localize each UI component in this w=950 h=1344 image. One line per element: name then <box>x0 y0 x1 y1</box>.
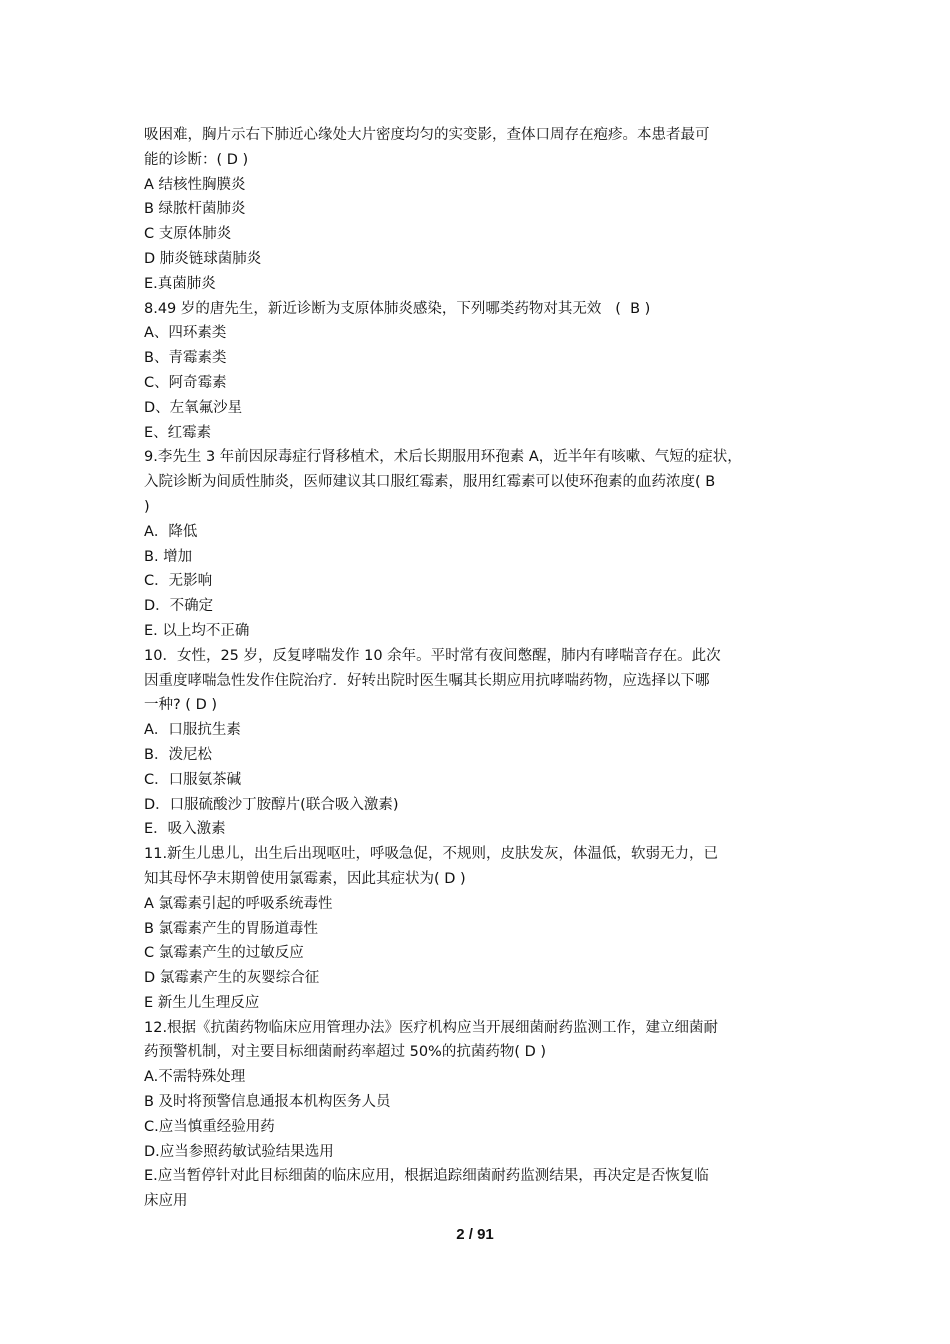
text-line: C．口服氨茶碱 <box>144 771 242 788</box>
text-line: B．泼尼松 <box>144 746 212 763</box>
text-line: 一种? ( D ) <box>144 697 218 714</box>
text-line: 知其母怀孕末期曾使用氯霉素，因此其症状为( D ) <box>144 870 466 887</box>
text-line: A 氯霉素引起的呼吸系统毒性 <box>144 895 333 912</box>
text-line: 9.李先生 3 年前因尿毒症行肾移植术，术后长期服用环孢素 A，近半年有咳嗽、气短的症状， <box>144 449 742 466</box>
text-line: D．不确定 <box>144 598 214 615</box>
text-line: B. 增加 <box>144 548 193 565</box>
text-line: B 氯霉素产生的胃肠道毒性 <box>144 920 319 937</box>
text-line: A．口服抗生素 <box>144 722 241 739</box>
text-line: E.应当暂停针对此目标细菌的临床应用，根据追踪细菌耐药监测结果，再决定是否恢复临 <box>144 1168 709 1185</box>
text-line: 11.新生儿患儿，出生后出现呕吐，呼吸急促，不规则，皮肤发灰，体温低，软弱无力，已 <box>144 846 719 863</box>
text-line: 10．女性，25 岁，反复哮喘发作 10 余年。平时常有夜间憋醒，肺内有哮喘音存在。此次 <box>144 647 721 664</box>
text-line: 床应用 <box>144 1193 188 1210</box>
text-line: C、阿奇霉素 <box>144 374 227 391</box>
text-line: A.不需特殊处理 <box>144 1069 246 1086</box>
text-line: 8.49 岁的唐先生，新近诊断为支原体肺炎感染，下列哪类药物对其无效 ( B ) <box>144 300 651 317</box>
text-line: 能的诊断：( D ) <box>144 151 249 168</box>
text-line: D.应当参照药敏试验结果选用 <box>144 1143 334 1160</box>
page-number: 2 / 91 <box>456 1226 494 1243</box>
text-line: D、左氧氟沙星 <box>144 399 243 416</box>
text-line: A 结核性胸膜炎 <box>144 176 246 193</box>
text-line: D 氯霉素产生的灰婴综合征 <box>144 970 320 987</box>
text-line: 入院诊断为间质性肺炎，医师建议其口服红霉素，服用红霉素可以使环孢素的血药浓度( B <box>144 474 716 491</box>
text-line: D．口服硫酸沙丁胺醇片(联合吸入激素) <box>144 796 399 813</box>
text-line: A、四环素类 <box>144 325 227 342</box>
text-line: 因重度哮喘急性发作住院治疗．好转出院时医生嘱其长期应用抗哮喘药物，应选择以下哪 <box>144 672 710 689</box>
text-line: E. 以上均不正确 <box>144 622 250 639</box>
text-line: A．降低 <box>144 523 198 540</box>
text-line: C 支原体肺炎 <box>144 226 232 243</box>
text-line: 药预警机制，对主要目标细菌耐药率超过 50%的抗菌药物( D ) <box>144 1044 547 1061</box>
text-line: B、青霉素类 <box>144 350 227 367</box>
text-line: D 肺炎链球菌肺炎 <box>144 250 262 267</box>
text-line: E、红霉素 <box>144 424 212 441</box>
text-line: B 绿脓杆菌肺炎 <box>144 201 246 218</box>
text-line: E.真菌肺炎 <box>144 275 216 292</box>
text-line: ) <box>144 498 150 515</box>
text-line: B 及时将预警信息通报本机构医务人员 <box>144 1094 391 1111</box>
text-line: C 氯霉素产生的过敏反应 <box>144 945 304 962</box>
document-body <box>144 123 816 1214</box>
text-line: C．无影响 <box>144 573 213 590</box>
text-line: C.应当慎重经验用药 <box>144 1118 275 1135</box>
text-line: E 新生儿生理反应 <box>144 994 260 1011</box>
text-line: 12.根据《抗菌药物临床应用管理办法》医疗机构应当开展细菌耐药监测工作，建立细菌耐 <box>144 1019 719 1036</box>
text-line: 吸困难，胸片示右下肺近心缘处大片密度均匀的实变影，查体口周存在疱疹。本患者最可 <box>144 127 710 143</box>
text-line: E．吸入激素 <box>144 821 226 838</box>
